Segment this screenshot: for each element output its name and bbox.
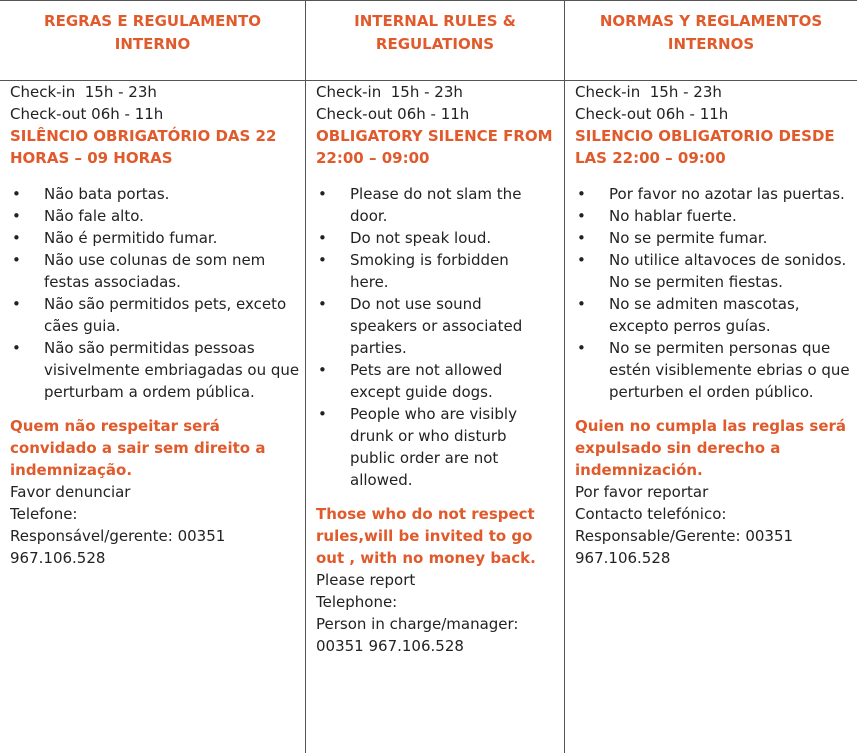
report-text: Please report	[316, 571, 416, 589]
rules-list	[316, 183, 560, 491]
silence-notice: OBLIGATORY SILENCE FROM 22:00 – 09:00	[316, 127, 553, 167]
list-item: • No se admiten mascotas, excepto perros guías.	[575, 293, 853, 337]
list-item: • No hablar fuerte.	[575, 205, 853, 227]
report-text: Favor denunciar	[10, 483, 131, 501]
eviction-warning: Quem não respeitar será convidado a sair sem direito a indemnização.	[10, 417, 266, 479]
list-item: • Smoking is forbidden here.	[316, 249, 544, 293]
checkin-time: Check-in 15h - 23h	[575, 83, 722, 101]
eviction-warning: Those who do not respect rules,will be invited to go out , with no money back.	[316, 505, 536, 567]
report-text: Por favor reportar	[575, 483, 709, 501]
list-item: • No se permite fumar.	[575, 227, 853, 249]
list-item: • Pets are not allowed except guide dogs.	[316, 359, 544, 403]
list-item: • Do not use sound speakers or associated parties.	[316, 293, 544, 359]
list-item: • People who are visibly drunk or who disturb public order are not allowed.	[316, 403, 544, 491]
contact-number: Person in charge/manager: 00351 967.106.528	[316, 615, 519, 655]
contact-number: Responsable/Gerente: 00351 967.106.528	[575, 527, 794, 567]
column-spanish	[565, 0, 857, 753]
list-item: • Não é permitido fumar.	[10, 227, 301, 249]
list-item: • Não são permitidos pets, exceto cães guia.	[10, 293, 301, 337]
eviction-warning: Quien no cumpla las reglas será expulsado sin derecho a indemnización.	[575, 417, 847, 479]
column-body	[316, 81, 560, 657]
column-english	[306, 0, 564, 753]
column-header: REGRAS E REGULAMENTO INTERNO	[44, 12, 261, 53]
list-item: • Não bata portas.	[10, 183, 301, 205]
list-item: • Não use colunas de som nem festas associadas.	[10, 249, 301, 293]
list-item: • No se permiten personas que estén visiblemente ebrias o que perturben el orden público.	[575, 337, 853, 403]
column-body	[575, 81, 853, 569]
list-item: • Do not speak loud.	[316, 227, 544, 249]
list-item: • Não fale alto.	[10, 205, 301, 227]
column-header: INTERNAL RULES & REGULATIONS	[354, 12, 516, 53]
column-portuguese	[0, 0, 305, 753]
list-item: • Não são permitidas pessoas visivelmente embriagadas ou que perturbam a ordem pública.	[10, 337, 301, 403]
phone-label: Telephone:	[316, 593, 398, 611]
rules-list	[575, 183, 853, 403]
checkout-time: Check-out 06h - 11h	[316, 105, 470, 123]
checkin-time: Check-in 15h - 23h	[316, 83, 463, 101]
list-item: • No utilice altavoces de sonidos. No se permiten fiestas.	[575, 249, 853, 293]
silence-notice: SILENCIO OBLIGATORIO DESDE LAS 22:00 – 09:00	[575, 127, 835, 167]
phone-label: Contacto telefónico:	[575, 505, 727, 523]
column-header: NORMAS Y REGLAMENTOS INTERNOS	[599, 12, 823, 53]
column-body	[10, 81, 301, 569]
silence-notice: SILÊNCIO OBRIGATÓRIO DAS 22 HORAS – 09 HORAS	[10, 127, 277, 167]
rules-list	[10, 183, 301, 403]
contact-number: Responsável/gerente: 00351 967.106.528	[10, 527, 226, 567]
checkin-time: Check-in 15h - 23h	[10, 83, 157, 101]
phone-label: Telefone:	[10, 505, 78, 523]
checkout-time: Check-out 06h - 11h	[575, 105, 729, 123]
list-item: • Please do not slam the door.	[316, 183, 544, 227]
list-item: • Por favor no azotar las puertas.	[575, 183, 853, 205]
checkout-time: Check-out 06h - 11h	[10, 105, 164, 123]
